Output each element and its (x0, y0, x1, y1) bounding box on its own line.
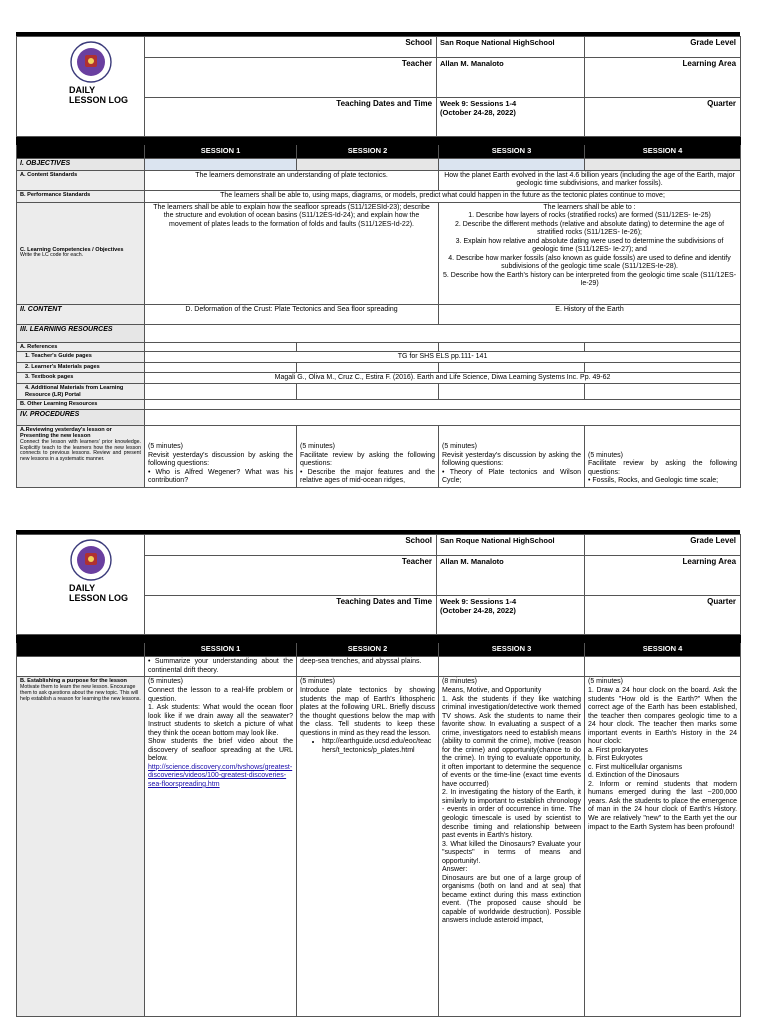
review-note: Connect the lesson with learners' prior knowledge. Explicitly teach to the learners how the new lesson connects to previous lessons. Review and present new lessons in a systematic manner. (20, 438, 141, 463)
purpose-label: B. Establishing a purpose for the lesson (20, 678, 127, 685)
competency-item: 5. Describe how the Earth's history can be interpreted from the geologic time scale (S11/12ES-Ie-29) (443, 271, 737, 288)
resources-heading: III. LEARNING RESOURCES (17, 324, 145, 342)
teacher-label: Teacher (145, 556, 437, 596)
purpose-session-2 (297, 677, 439, 1017)
seafloor-video-link[interactable]: http://science.discovery.com/tvshows/greatest-discoveries/videos/100-greatest-discoveries-sea-floorspreading.htm (148, 763, 293, 788)
procedures-heading: IV. PROCEDURES (17, 409, 145, 425)
lesson-log-page-2 (16, 530, 740, 1017)
school-value: San Roque National HighSchool (437, 535, 585, 556)
purpose-session-3: (8 minutes) Means, Motive, and Opportunity 1. Ask the students if they like watching criminal investigation/detective work themed TV shows. Ask the students to name their favorite show. In evaluating a suspect of a crime, investigators need to establish means (ability to commit the crime), motive (reason for the crime) and opportunity(chance to do the crime). In trying to evaluate opportunity, it often important to determine the sequence of events or the time-line (exact time events have occurred) 2. In investigating the history of the Earth, it similarly to important to establish chronology - events in order of occurrence in time. The geologic timescale is used by scientist to describe timing and relationship between past events in Earth's history. 3. What killed the Dinosaurs? Evaluate your "suspects" in terms of means and opportunity!. Answer: Dinosaurs are but one of a large group of organisms (both on land and at sea) that became extinct during this mass extinction event. (The proposed cause should be capable of worldwide destruction). Possible answers include asteroid impact, (439, 677, 585, 1017)
content-standards-1: The learners demonstrate an understanding of plate tectonics. (145, 170, 439, 190)
school-label: School (145, 37, 437, 58)
purpose-session-1 (145, 677, 297, 1017)
competency-item: 2. Describe the different methods (relative and absolute dating) to determine the age of stratified rocks (S11/12ES- Ie-26); (454, 220, 725, 237)
competencies-2-intro: The learners shall be able to : (543, 203, 636, 211)
dates-value: Week 9: Sessions 1-4 (October 24-28, 2022) (437, 595, 585, 635)
teacher-label: Teacher (145, 58, 437, 98)
session-1-header: SESSION 1 (145, 643, 297, 657)
purpose-note: Motivate them to learn the new lesson. Encourage them to ask questions about the new topic. This will help establish a reason for learning the new lessons. (20, 683, 141, 702)
lr-portal-label: 4. Additional Materials from Learning Resource (LR) Portal (17, 384, 145, 400)
review-label: A.Reviewing yesterday's lesson or Presenting the new lesson (20, 426, 112, 440)
header-table (16, 36, 741, 137)
references-label: A. References (17, 342, 145, 351)
teacher-value: Allan M. Manaloto (437, 556, 585, 596)
grade-label: Grade Level (585, 37, 741, 58)
purpose-label-cell (17, 677, 145, 1017)
dates-label: Teaching Dates and Time (145, 595, 437, 635)
session-3-header: SESSION 3 (439, 643, 585, 657)
dll-title-cell (17, 535, 145, 635)
plates-map-url: • http://earthguide.ucsd.edu/eoc/teachers/t_tectonics/p_plates.html (322, 738, 435, 755)
header-table-2 (16, 534, 741, 635)
content-heading: II. CONTENT (17, 304, 145, 324)
review-session-3: (5 minutes) Revisit yesterday's discussion by asking the following questions: • Theory of Plate tectonics and Wilson Cycle; (439, 425, 585, 487)
content-1: D. Deformation of the Crust: Plate Tectonics and Sea floor spreading (145, 304, 439, 324)
continued-session-2: deep-sea trenches, and abyssal plains. (297, 657, 439, 677)
competencies-1: The learners shall be able to explain how the seafloor spreads (S11/12ESId-23); describe the structure and evolution of ocean basins (S11/12ES-Id-24); and explain how the movement of plates leads to the formation of folds and faults (S11/12ES-Id-22). (145, 202, 439, 304)
competency-item: 4. Describe how marker fossils (also known as guide fossils) are used to define and identify subdivisions of the geologic time scale (S11/12ES-Ie-28). (448, 254, 731, 271)
lesson-table-2 (16, 635, 741, 1017)
other-resources-label: B. Other Learning Resources (17, 400, 145, 409)
review-session-1: (5 minutes) Revisit yesterday's discussion by asking the following questions: • Who is Alfred Wegener? What was his contribution? (145, 425, 297, 487)
performance-standards-label: B. Performance Standards (17, 191, 145, 203)
school-value: San Roque National HighSchool (437, 37, 585, 58)
session-1-header: SESSION 1 (145, 145, 297, 159)
dates-value: Week 9: Sessions 1-4 (October 24-28, 2022) (437, 97, 585, 137)
school-label: School (145, 535, 437, 556)
deped-seal-icon (69, 538, 113, 582)
continued-session-1: • Summarize your understanding about the continental drift theory. (145, 657, 297, 677)
teacher-value: Allan M. Manaloto (437, 58, 585, 98)
review-session-2: (5 minutes) Facilitate review by asking the following questions: • Describe the major features and the relative ages of mid-ocean ridges, (297, 425, 439, 487)
deped-seal-icon (69, 40, 113, 84)
grade-label: Grade Level (585, 535, 741, 556)
dates-label: Teaching Dates and Time (145, 97, 437, 137)
lm-label: 2. Learner's Materials pages (17, 363, 145, 372)
competencies-label-cell (17, 202, 145, 304)
dll-title: DAILY LESSON LOG (69, 583, 129, 603)
quarter-label: Quarter (585, 97, 741, 137)
content-2: E. History of the Earth (439, 304, 741, 324)
session-2-header: SESSION 2 (297, 145, 439, 159)
tg-value: TG for SHS ELS pp.111- 141 (145, 351, 741, 363)
tg-label: 1. Teacher's Guide pages (17, 351, 145, 363)
purpose-session-2-text: (5 minutes) Introduce plate tectonics by showing students the map of Earth's lithospheric plates at the following URL. Briefly discuss the thought questions below the map with the class. Tell students to keep these questions in mind as they read the lesson. (300, 678, 435, 737)
lesson-table-1 (16, 137, 741, 487)
textbook-label: 3. Textbook pages (17, 372, 145, 384)
dll-title-cell (17, 37, 145, 137)
session-4-header: SESSION 4 (585, 643, 741, 657)
competencies-label: C. Learning Competencies / Objectives (20, 246, 124, 253)
purpose-session-2-list (300, 738, 435, 755)
session-4-header: SESSION 4 (585, 145, 741, 159)
area-label: Learning Area (585, 58, 741, 98)
area-label: Learning Area (585, 556, 741, 596)
textbook-value: Magali G., Oliva M., Cruz C., Estira F. (2016). Earth and Life Science, Diwa Learning Systems Inc. Pp. 49-62 (145, 372, 741, 384)
lesson-log-page-1 (16, 32, 740, 488)
competencies-note: Write the LC code for each. (20, 252, 84, 259)
competency-item: 1. Describe how layers of rocks (stratified rocks) are formed (S11/12ES- Ie-25) (468, 212, 711, 220)
competency-item: 3. Explain how relative and absolute dating were used to determine the subdivisions of geologic time (S11/12ES- Ie-27); and (455, 237, 724, 254)
competencies-2 (439, 202, 741, 304)
content-standards-label: A. Content Standards (17, 170, 145, 190)
performance-standards: The learners shall be able to, using maps, diagrams, or models, predict what could happen in the future as the tectonic plates continue to move; (145, 191, 741, 203)
review-label-cell (17, 425, 145, 487)
objectives-heading: I. OBJECTIVES (17, 159, 145, 171)
content-standards-2: How the planet Earth evolved in the last 4.6 billion years (including the age of the Earth, major geologic time subdivisions, and marker fossils). (439, 170, 741, 190)
purpose-session-4: (5 minutes) 1. Draw a 24 hour clock on the board. Ask the students "How old is the Earth?" When the correct age of the Earth has been established, the teacher then compares geologic time to a 24 hour clock. The teacher then marks some important events in Earth's History in the 24 hour clock: a. First prokaryotes b. First Eukryotes c. First multicellular organisms d. Extinction of the Dinosaurs 2. Inform or remind students that modern humans emerged during the last ~200,000 years. Ask the students to place the emergence of man in the 24 hour clock of Earth's History. We are relatively "new" to the Earth yet the our impact to the Earth System has been profound! (585, 677, 741, 1017)
session-3-header: SESSION 3 (439, 145, 585, 159)
purpose-session-1-text: (5 minutes) Connect the lesson to a real-life problem or question. 1. Ask students: What would the ocean floor look like if we drain away all the seawater? Instruct students to sketch a picture of what they think the ocean bottom may look like. Show students the brief video about the discovery of seafloor spreading at the URL below. (148, 678, 293, 763)
dll-title: DAILY LESSON LOG (69, 85, 129, 105)
quarter-label: Quarter (585, 595, 741, 635)
session-2-header: SESSION 2 (297, 643, 439, 657)
review-session-4: (5 minutes) Facilitate review by asking the following questions: • Fossils, Rocks, and Geologic time scale; (585, 425, 741, 487)
